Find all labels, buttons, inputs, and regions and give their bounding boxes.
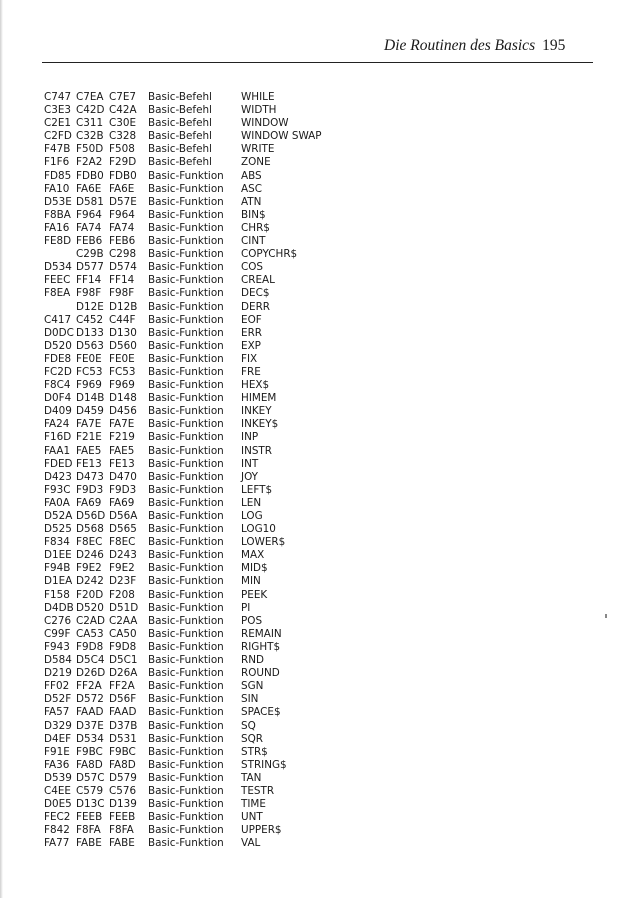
routine-keyword: INT xyxy=(241,457,259,470)
address-cpc664: C29B xyxy=(76,248,104,261)
address-cpc664: F9D8 xyxy=(76,640,104,653)
routine-type: Basic-Funktion xyxy=(148,640,224,653)
address-cpc6128: FF2A xyxy=(109,680,135,693)
routine-type: Basic-Funktion xyxy=(148,326,224,339)
address-cpc6128: D579 xyxy=(109,771,137,784)
routine-keyword: TAN xyxy=(241,771,262,784)
header-title: Die Routinen des Basics xyxy=(384,37,536,54)
routine-type: Basic-Befehl xyxy=(148,130,212,143)
routine-type: Basic-Funktion xyxy=(148,313,224,326)
address-cpc664: D12E xyxy=(76,300,104,313)
routine-type: Basic-Funktion xyxy=(148,680,224,693)
routine-type: Basic-Befehl xyxy=(148,143,212,156)
routine-type: Basic-Funktion xyxy=(148,195,224,208)
routine-type: Basic-Funktion xyxy=(148,706,224,719)
address-cpc6128: D531 xyxy=(109,732,137,745)
address-cpc664: C311 xyxy=(76,117,104,130)
address-cpc464: D219 xyxy=(44,667,72,680)
address-cpc6128: F9D8 xyxy=(109,640,137,653)
address-cpc664: FA69 xyxy=(76,496,102,509)
routine-type: Basic-Funktion xyxy=(148,470,224,483)
routine-keyword: ZONE xyxy=(241,156,271,169)
routine-type: Basic-Funktion xyxy=(148,654,224,667)
address-cpc464: D423 xyxy=(44,470,72,483)
address-cpc464: D1EE xyxy=(44,549,72,562)
page-edge-shadow xyxy=(0,0,3,898)
address-cpc6128: F508 xyxy=(109,143,135,156)
routine-type: Basic-Funktion xyxy=(148,379,224,392)
routine-type: Basic-Funktion xyxy=(148,614,224,627)
address-cpc6128: D56A xyxy=(109,510,138,522)
routine-keyword: SGN xyxy=(241,680,264,693)
address-cpc464: FA77 xyxy=(44,837,70,850)
routine-type: Basic-Funktion xyxy=(148,169,224,182)
address-cpc664: C579 xyxy=(76,784,104,797)
address-cpc464: F94B xyxy=(44,562,71,575)
address-cpc664: D568 xyxy=(76,523,104,536)
address-cpc6128: F8FA xyxy=(109,824,134,837)
address-cpc6128: FEEB xyxy=(109,811,136,824)
routine-type: Basic-Funktion xyxy=(148,549,224,562)
address-cpc6128: F8EC xyxy=(109,536,136,549)
address-cpc464: D1EA xyxy=(44,575,73,588)
routine-keyword: TESTR xyxy=(241,784,275,797)
address-cpc664: FE13 xyxy=(76,457,102,470)
address-cpc664: D13C xyxy=(76,798,105,811)
routine-type: Basic-Funktion xyxy=(148,483,224,496)
routine-type: Basic-Funktion xyxy=(148,837,224,850)
header-rule xyxy=(42,62,593,63)
address-cpc464: FA0A xyxy=(44,496,70,509)
address-cpc664: FEB6 xyxy=(76,235,103,248)
address-cpc464: D409 xyxy=(44,405,72,418)
address-cpc464: FC2D xyxy=(44,365,72,378)
address-cpc6128: D148 xyxy=(109,392,137,405)
routine-type: Basic-Funktion xyxy=(148,352,224,365)
address-cpc664: F9E2 xyxy=(76,562,102,575)
address-cpc464: F943 xyxy=(44,640,70,653)
address-cpc464: C4EE xyxy=(44,784,71,797)
address-cpc464: F8C4 xyxy=(44,379,71,392)
address-cpc464: C99F xyxy=(44,627,71,640)
address-cpc6128: FAE5 xyxy=(109,444,135,457)
address-cpc6128: FABE xyxy=(109,837,135,850)
routine-type: Basic-Funktion xyxy=(148,523,224,536)
address-cpc464: D4DB xyxy=(44,601,74,614)
address-cpc664: FA7E xyxy=(76,418,102,431)
routine-keyword: SPACE$ xyxy=(241,706,281,719)
routine-type: Basic-Funktion xyxy=(148,667,224,680)
address-cpc664: F9BC xyxy=(76,745,103,758)
address-cpc664: D246 xyxy=(76,549,104,562)
address-cpc664: FABE xyxy=(76,837,102,850)
address-cpc464: F158 xyxy=(44,588,70,601)
routine-keyword: INKEY$ xyxy=(241,418,279,431)
routine-type: Basic-Funktion xyxy=(148,758,224,771)
address-cpc664: D520 xyxy=(76,601,104,614)
address-cpc464: D525 xyxy=(44,523,72,536)
routine-keyword: WHILE xyxy=(241,91,275,103)
routine-keyword: LEFT$ xyxy=(241,483,273,496)
routine-type: Basic-Funktion xyxy=(148,824,224,837)
routine-keyword: STR$ xyxy=(241,745,268,758)
address-cpc664: FE0E xyxy=(76,352,102,365)
address-cpc464: D52A xyxy=(44,510,73,522)
address-cpc664: F9D3 xyxy=(76,483,104,496)
routine-keyword: WINDOW SWAP xyxy=(241,130,322,143)
routine-type: Basic-Funktion xyxy=(148,418,224,431)
address-cpc464: FA16 xyxy=(44,221,70,234)
address-cpc464: FDE8 xyxy=(44,352,72,365)
routine-keyword: WRITE xyxy=(241,143,275,156)
routine-keyword: RIGHT$ xyxy=(241,640,281,653)
routine-keyword: UPPER$ xyxy=(241,824,282,837)
address-cpc664: FA8D xyxy=(76,758,103,771)
address-cpc464: D0F4 xyxy=(44,392,72,405)
routine-keyword: RND xyxy=(241,654,264,667)
routine-keyword: HIMEM xyxy=(241,392,277,405)
address-cpc464: F93C xyxy=(44,483,71,496)
address-cpc6128: F9E2 xyxy=(109,562,135,575)
address-cpc464: FA24 xyxy=(44,418,70,431)
address-cpc664: FEEB xyxy=(76,811,103,824)
routine-type: Basic-Funktion xyxy=(148,405,224,418)
routine-type: Basic-Befehl xyxy=(148,156,212,169)
address-cpc6128: C328 xyxy=(109,130,137,143)
address-cpc464: C276 xyxy=(44,614,72,627)
routine-type: Basic-Befehl xyxy=(148,117,212,130)
address-cpc6128: FEB6 xyxy=(109,235,136,248)
address-cpc464: D0E5 xyxy=(44,798,72,811)
address-cpc464: D329 xyxy=(44,719,72,732)
address-cpc664: FAAD xyxy=(76,706,104,719)
routine-keyword: SQR xyxy=(241,732,263,745)
address-cpc664: D563 xyxy=(76,339,104,352)
address-cpc464: C747 xyxy=(44,91,72,103)
routine-type: Basic-Funktion xyxy=(148,221,224,234)
address-cpc664: FAE5 xyxy=(76,444,102,457)
routine-type: Basic-Funktion xyxy=(148,798,224,811)
address-cpc664: F98F xyxy=(76,287,102,300)
routine-keyword: MIN xyxy=(241,575,261,588)
routine-type: Basic-Funktion xyxy=(148,510,224,522)
routine-keyword: COPYCHR$ xyxy=(241,248,298,261)
routine-keyword: WINDOW xyxy=(241,117,289,130)
address-cpc6128: C576 xyxy=(109,784,137,797)
address-cpc664: C42D xyxy=(76,104,105,117)
address-cpc664: F969 xyxy=(76,379,102,392)
running-header xyxy=(384,37,594,57)
address-cpc6128: FE0E xyxy=(109,352,135,365)
address-cpc664: F21E xyxy=(76,431,102,444)
address-cpc664: D26D xyxy=(76,667,106,680)
address-cpc464: D0DC xyxy=(44,326,74,339)
routine-type: Basic-Funktion xyxy=(148,365,224,378)
routine-type: Basic-Funktion xyxy=(148,444,224,457)
address-cpc6128: FA74 xyxy=(109,221,135,234)
routine-keyword: SIN xyxy=(241,693,259,706)
address-cpc664: F8FA xyxy=(76,824,101,837)
routine-type: Basic-Funktion xyxy=(148,562,224,575)
routine-type: Basic-Funktion xyxy=(148,575,224,588)
address-cpc664: D534 xyxy=(76,732,104,745)
address-cpc464: F91E xyxy=(44,745,70,758)
address-cpc6128: D574 xyxy=(109,261,137,274)
routine-keyword: ABS xyxy=(241,169,262,182)
address-cpc664: D133 xyxy=(76,326,104,339)
routine-keyword: PI xyxy=(241,601,251,614)
routine-type: Basic-Funktion xyxy=(148,745,224,758)
routine-type: Basic-Funktion xyxy=(148,431,224,444)
routine-keyword: TIME xyxy=(241,798,266,811)
routine-keyword: LOG10 xyxy=(241,523,276,536)
address-cpc6128: C30E xyxy=(109,117,137,130)
address-cpc664: F8EC xyxy=(76,536,103,549)
page-number: 195 xyxy=(542,37,566,54)
address-cpc6128: D51D xyxy=(109,601,139,614)
address-cpc464: F842 xyxy=(44,824,70,837)
address-cpc464: FF02 xyxy=(44,680,70,693)
address-cpc6128: D456 xyxy=(109,405,137,418)
address-cpc464: F47B xyxy=(44,143,71,156)
address-cpc664: D242 xyxy=(76,575,104,588)
address-cpc6128: F964 xyxy=(109,208,135,221)
address-cpc6128: FA69 xyxy=(109,496,135,509)
address-cpc664: D57C xyxy=(76,771,105,784)
routine-type: Basic-Funktion xyxy=(148,457,224,470)
routine-type: Basic-Funktion xyxy=(148,208,224,221)
routine-keyword: BIN$ xyxy=(241,208,266,221)
routine-type: Basic-Funktion xyxy=(148,392,224,405)
routine-keyword: ASC xyxy=(241,182,262,195)
address-cpc6128: FA8D xyxy=(109,758,136,771)
routine-keyword: ERR xyxy=(241,326,263,339)
address-cpc464: F8BA xyxy=(44,208,71,221)
address-cpc664: CA53 xyxy=(76,627,104,640)
address-cpc6128: C298 xyxy=(109,248,137,261)
address-cpc6128: C7E7 xyxy=(109,91,137,103)
routine-type: Basic-Funktion xyxy=(148,811,224,824)
address-cpc464: F834 xyxy=(44,536,70,549)
address-cpc664: FF14 xyxy=(76,274,102,287)
routine-type: Basic-Funktion xyxy=(148,588,224,601)
address-cpc664: C2AD xyxy=(76,614,105,627)
address-cpc6128: F98F xyxy=(109,287,135,300)
address-cpc464: F16D xyxy=(44,431,72,444)
routine-keyword: JOY xyxy=(241,470,259,483)
routine-keyword: ATN xyxy=(241,195,262,208)
address-cpc664: D572 xyxy=(76,693,104,706)
address-cpc464: FEC2 xyxy=(44,811,71,824)
address-cpc6128: D560 xyxy=(109,339,137,352)
address-cpc464: FA36 xyxy=(44,758,70,771)
address-cpc6128: F9D3 xyxy=(109,483,137,496)
address-cpc6128: D243 xyxy=(109,549,137,562)
address-cpc664: D577 xyxy=(76,261,104,274)
address-cpc464: FDED xyxy=(44,457,73,470)
address-cpc464: D539 xyxy=(44,771,72,784)
routine-keyword: EXP xyxy=(241,339,261,352)
address-cpc6128: C44F xyxy=(109,313,136,326)
address-cpc664: D581 xyxy=(76,195,104,208)
routine-type: Basic-Funktion xyxy=(148,536,224,549)
address-cpc464: FA10 xyxy=(44,182,70,195)
routine-type: Basic-Funktion xyxy=(148,601,224,614)
address-cpc464: C3E3 xyxy=(44,104,72,117)
address-cpc664: C7EA xyxy=(76,91,104,103)
routine-keyword: ROUND xyxy=(241,667,280,680)
address-cpc464: FEEC xyxy=(44,274,71,287)
routine-type: Basic-Funktion xyxy=(148,627,224,640)
routine-type: Basic-Befehl xyxy=(148,91,212,103)
address-cpc6128: D37B xyxy=(109,719,138,732)
address-cpc6128: F29D xyxy=(109,156,137,169)
address-cpc6128: D26A xyxy=(109,667,138,680)
address-cpc664: F964 xyxy=(76,208,102,221)
address-cpc464: FE8D xyxy=(44,235,72,248)
address-cpc6128: D23F xyxy=(109,575,137,588)
address-cpc6128: D470 xyxy=(109,470,137,483)
routine-keyword: EOF xyxy=(241,313,262,326)
address-cpc464: C417 xyxy=(44,313,72,326)
address-cpc664: FA6E xyxy=(76,182,102,195)
routine-keyword: CINT xyxy=(241,235,266,248)
address-cpc6128: FAAD xyxy=(109,706,137,719)
address-cpc6128: D130 xyxy=(109,326,137,339)
routine-type: Basic-Funktion xyxy=(148,339,224,352)
routine-type: Basic-Funktion xyxy=(148,693,224,706)
routine-keyword: MID$ xyxy=(241,562,268,575)
address-cpc6128: FE13 xyxy=(109,457,135,470)
routine-keyword: HEX$ xyxy=(241,379,270,392)
address-cpc6128: D139 xyxy=(109,798,137,811)
routine-keyword: POS xyxy=(241,614,263,627)
address-cpc664: D459 xyxy=(76,405,104,418)
address-cpc464: C2FD xyxy=(44,130,72,143)
address-cpc6128: D12B xyxy=(109,300,138,313)
address-cpc6128: F9BC xyxy=(109,745,136,758)
routine-keyword: FIX xyxy=(241,352,258,365)
routine-type: Basic-Funktion xyxy=(148,261,224,274)
address-cpc664: F2A2 xyxy=(76,156,103,169)
routine-keyword: SQ xyxy=(241,719,256,732)
routine-type: Basic-Funktion xyxy=(148,182,224,195)
address-cpc464: D534 xyxy=(44,261,72,274)
routine-type: Basic-Funktion xyxy=(148,287,224,300)
address-cpc664: C32B xyxy=(76,130,104,143)
address-cpc6128: CA50 xyxy=(109,627,137,640)
address-cpc6128: D565 xyxy=(109,523,137,536)
routine-type: Basic-Funktion xyxy=(148,496,224,509)
address-cpc664: F50D xyxy=(76,143,104,156)
routine-keyword: VAL xyxy=(241,837,261,850)
routine-keyword: REMAIN xyxy=(241,627,282,640)
address-cpc6128: F219 xyxy=(109,431,135,444)
address-cpc664: D5C4 xyxy=(76,654,105,667)
address-cpc664: D473 xyxy=(76,470,104,483)
routine-keyword: FRE xyxy=(241,365,261,378)
address-cpc6128: FA6E xyxy=(109,182,135,195)
routine-type: Basic-Funktion xyxy=(148,732,224,745)
address-cpc664: FC53 xyxy=(76,365,103,378)
routine-type: Basic-Befehl xyxy=(148,104,212,117)
routine-type: Basic-Funktion xyxy=(148,235,224,248)
address-cpc464: D53E xyxy=(44,195,72,208)
address-cpc464: FD85 xyxy=(44,169,72,182)
address-cpc664: FDB0 xyxy=(76,169,104,182)
routine-keyword: STRING$ xyxy=(241,758,287,771)
routine-keyword: CHR$ xyxy=(241,221,270,234)
address-cpc6128: D57E xyxy=(109,195,137,208)
routine-keyword: DEC$ xyxy=(241,287,270,300)
routine-keyword: MAX xyxy=(241,549,265,562)
address-cpc6128: FC53 xyxy=(109,365,136,378)
address-cpc6128: FDB0 xyxy=(109,169,137,182)
routine-keyword: INKEY xyxy=(241,405,272,418)
routine-type: Basic-Funktion xyxy=(148,300,224,313)
address-cpc464: F8EA xyxy=(44,287,71,300)
address-cpc664: FF2A xyxy=(76,680,102,693)
address-cpc664: D14B xyxy=(76,392,105,405)
address-cpc464: FAA1 xyxy=(44,444,71,457)
routine-type: Basic-Funktion xyxy=(148,719,224,732)
address-cpc6128: D56F xyxy=(109,693,137,706)
address-cpc664: D56D xyxy=(76,510,106,522)
routine-keyword: UNT xyxy=(241,811,263,824)
address-cpc464: D52F xyxy=(44,693,72,706)
routine-keyword: INP xyxy=(241,431,259,444)
address-cpc664: C452 xyxy=(76,313,104,326)
address-cpc6128: FA7E xyxy=(109,418,135,431)
routine-keyword: CREAL xyxy=(241,274,275,287)
routine-type: Basic-Funktion xyxy=(148,248,224,261)
routine-keyword: LEN xyxy=(241,496,262,509)
address-cpc6128: F969 xyxy=(109,379,135,392)
address-cpc6128: C42A xyxy=(109,104,137,117)
address-cpc464: C2E1 xyxy=(44,117,72,130)
address-cpc6128: D5C1 xyxy=(109,654,138,667)
routine-type: Basic-Funktion xyxy=(148,771,224,784)
address-cpc664: D37E xyxy=(76,719,104,732)
routine-keyword: PEEK xyxy=(241,588,268,601)
address-cpc464: D584 xyxy=(44,654,72,667)
address-cpc464: FA57 xyxy=(44,706,70,719)
address-cpc464: F1F6 xyxy=(44,156,70,169)
routine-keyword: LOWER$ xyxy=(241,536,286,549)
address-cpc6128: F208 xyxy=(109,588,135,601)
address-cpc664: FA74 xyxy=(76,221,102,234)
margin-speck xyxy=(605,614,607,618)
address-cpc664: F20D xyxy=(76,588,104,601)
routine-keyword: LOG xyxy=(241,510,263,522)
routine-keyword: COS xyxy=(241,261,264,274)
routine-type: Basic-Funktion xyxy=(148,274,224,287)
address-cpc6128: C2AA xyxy=(109,614,138,627)
routine-keyword: WIDTH xyxy=(241,104,277,117)
routine-type: Basic-Funktion xyxy=(148,784,224,797)
routine-keyword: INSTR xyxy=(241,444,272,457)
address-cpc464: D520 xyxy=(44,339,72,352)
address-cpc6128: FF14 xyxy=(109,274,135,287)
address-cpc464: D4EF xyxy=(44,732,72,745)
routine-keyword: DERR xyxy=(241,300,271,313)
